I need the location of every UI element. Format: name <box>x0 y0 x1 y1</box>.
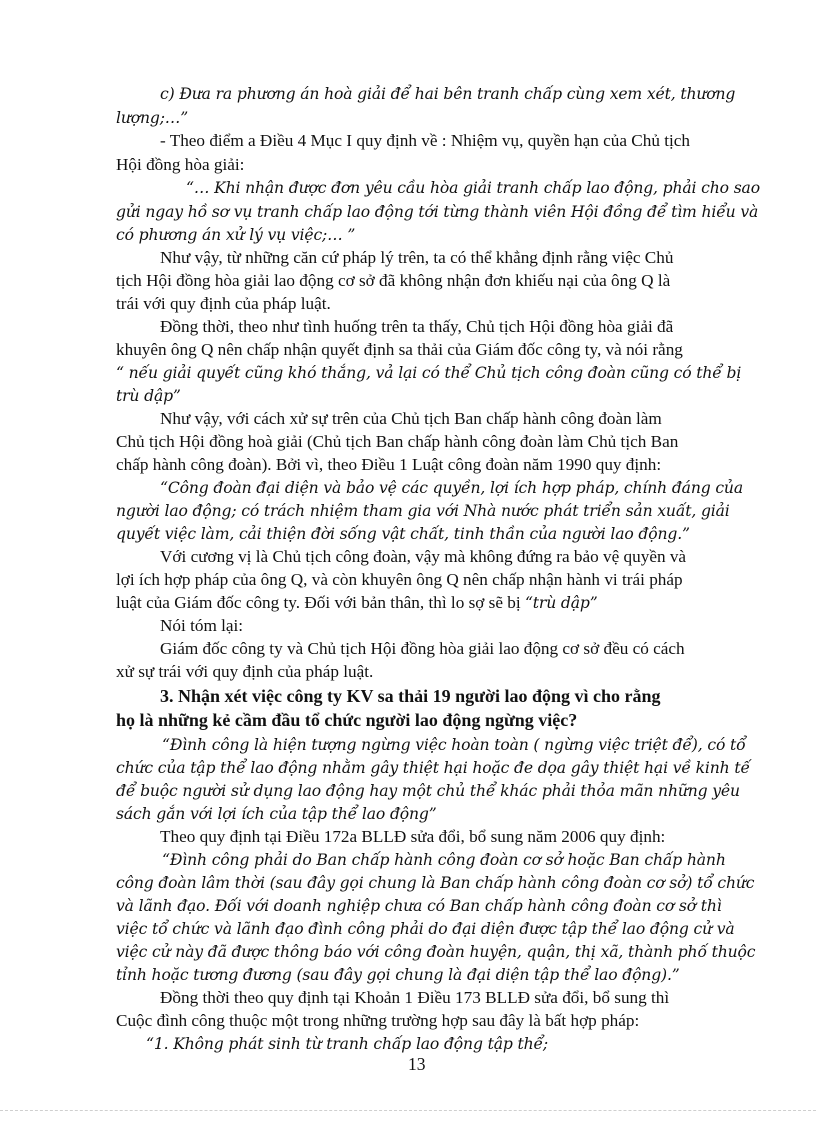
text-line: lợi ích hợp pháp của ông Q, và còn khuyên ông Q nên chấp nhận hành vi trái pháp <box>116 570 683 589</box>
text-line: Cuộc đình công thuộc một trong những trường hợp sau đây là bất hợp pháp: <box>116 1011 640 1030</box>
text-line: trái với quy định của pháp luật. <box>116 294 331 313</box>
text-line: Với cương vị là Chủ tịch công đoàn, vậy mà không đứng ra bảo vệ quyền và <box>160 547 687 566</box>
text-line: việc cử này đã được thông báo với công đoàn huyện, quận, thị xã, thành phố thuộc <box>116 943 756 961</box>
text-line: “Công đoàn đại diện và bảo vệ các quyền, lợi ích hợp pháp, chính đáng của <box>160 479 743 497</box>
text-line: - Theo điểm a Điều 4 Mục I quy định về : Nhiệm vụ, quyền hạn của Chủ tịch <box>160 131 690 150</box>
text-line: c) Đưa ra phương án hoà giải để hai bên tranh chấp cùng xem xét, thương <box>160 85 736 103</box>
text-line: “Đình công là hiện tượng ngừng việc hoàn toàn ( ngừng việc triệt để), có tổ <box>162 736 746 754</box>
text-line: gửi ngay hồ sơ vụ tranh chấp lao động tới từng thành viên Hội đồng để tìm hiểu và <box>116 203 759 221</box>
text-line: Đồng thời, theo như tình huống trên ta thấy, Chủ tịch Hội đồng hòa giải đã <box>160 317 674 336</box>
section-heading: 3. Nhận xét việc công ty KV sa thải 19 người lao động vì cho rằng <box>160 686 661 706</box>
section-heading: họ là những kẻ cầm đầu tổ chức người lao động ngừng việc? <box>116 710 578 730</box>
text-line: lượng;…” <box>116 109 189 127</box>
text-line: khuyên ông Q nên chấp nhận quyết định sa thải của Giám đốc công ty, và nói rằng <box>116 340 683 359</box>
text-line: Hội đồng hòa giải: <box>116 155 245 174</box>
text-line: Theo quy định tại Điều 172a BLLĐ sửa đổi, bổ sung năm 2006 quy định: <box>160 827 666 846</box>
text-line: việc tổ chức và lãnh đạo đình công phải do đại diện được tập thể lao động cử và <box>116 920 735 938</box>
text-line: Giám đốc công ty và Chủ tịch Hội đồng hòa giải lao động cơ sở đều có cách <box>160 639 685 658</box>
text-line: Chủ tịch Hội đồng hoà giải (Chủ tịch Ban chấp hành công đoàn làm Chủ tịch Ban <box>116 432 679 451</box>
text-line: xử sự trái với quy định của pháp luật. <box>116 662 374 681</box>
text-line: người lao động; có trách nhiệm tham gia với Nhà nước phát triển sản xuất, giải <box>116 502 730 520</box>
text-line: tịch Hội đồng hòa giải lao động cơ sở đã không nhận đơn khiếu nại của ông Q là <box>116 271 671 290</box>
text-line: có phương án xử lý vụ việc;… ” <box>116 226 356 244</box>
text-segment: luật của Giám đốc công ty. Đối với bản thân, thì lo sợ sẽ bị <box>116 593 521 612</box>
text-line: trù dập” <box>116 387 181 405</box>
text-line: quyết việc làm, cải thiện đời sống vật chất, tinh thần của người lao động.” <box>116 525 690 543</box>
text-line: sách gắn với lợi ích của tập thể lao động” <box>116 805 437 823</box>
text-line: “… Khi nhận được đơn yêu cầu hòa giải tranh chấp lao động, phải cho sao <box>186 179 760 197</box>
text-line: Như vậy, từ những căn cứ pháp lý trên, ta có thể khẳng định rằng việc Chủ <box>160 248 674 267</box>
text-line <box>116 591 598 615</box>
page-number: 13 <box>408 1054 426 1074</box>
text-line: Đồng thời theo quy định tại Khoản 1 Điều 173 BLLĐ sửa đổi, bổ sung thì <box>160 988 670 1007</box>
text-line: công đoàn lâm thời (sau đây gọi chung là Ban chấp hành công đoàn cơ sở) tổ chức <box>116 874 755 892</box>
text-line: và lãnh đạo. Đối với doanh nghiệp chưa có Ban chấp hành công đoàn cơ sở thì <box>116 897 722 915</box>
text-segment: “trù dập” <box>524 594 598 612</box>
text-line: tỉnh hoặc tương đương (sau đây gọi chung là đại diện tập thể lao động).” <box>116 966 680 984</box>
text-line: Nói tóm lại: <box>160 616 244 635</box>
text-line: Như vậy, với cách xử sự trên của Chủ tịch Ban chấp hành công đoàn làm <box>160 409 662 428</box>
text-line: chức của tập thể lao động nhằm gây thiệt hại hoặc đe dọa gây thiệt hại về kinh tế <box>116 759 750 777</box>
text-line: chấp hành công đoàn). Bởi vì, theo Điều 1 Luật công đoàn năm 1990 quy định: <box>116 455 662 474</box>
text-line: “ nếu giải quyết cũng khó thắng, vả lại có thể Chủ tịch công đoàn cũng có thể bị <box>116 364 742 382</box>
text-line: “1. Không phát sinh từ tranh chấp lao động tập thể; <box>146 1035 549 1053</box>
text-line: để buộc người sử dụng lao động hay một chủ thể khác phải thỏa mãn những yêu <box>116 782 740 800</box>
text-line: “Đình công phải do Ban chấp hành công đoàn cơ sở hoặc Ban chấp hành <box>162 851 726 869</box>
page-break-divider <box>0 1110 816 1111</box>
